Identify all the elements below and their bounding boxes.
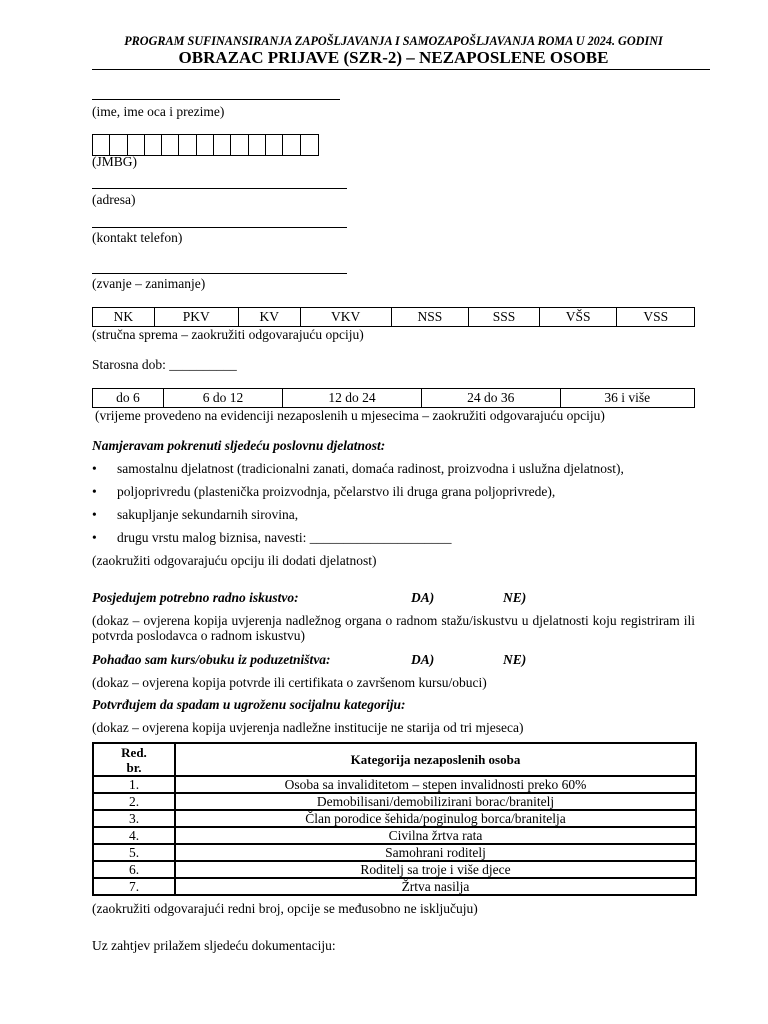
row-category: Član porodice šehida/poginulog borca/branitelja [175, 810, 696, 827]
column-header-category: Kategorija nezaposlenih osoba [175, 743, 696, 776]
jmbg-digit-box[interactable] [283, 135, 300, 155]
row-category: Demobilisani/demobilizirani borac/branitelj [175, 793, 696, 810]
column-header-number-line1: Red. [121, 744, 147, 760]
experience-label: Posjedujem potrebno radno iskustvo: [92, 590, 299, 605]
occupation-line[interactable] [92, 273, 347, 274]
education-option[interactable]: VKV [300, 308, 391, 327]
duration-note: (vrijeme provedeno na evidenciji nezaposlenih u mjesecima – zaokružiti odgovarajuću opciju) [95, 408, 605, 423]
jmbg-label: (JMBG) [92, 154, 138, 169]
table-header-row [93, 743, 696, 776]
row-category: Civilna žrtva rata [175, 827, 696, 844]
jmbg-digit-box[interactable] [214, 135, 231, 155]
business-heading: Namjeravam pokrenuti sljedeću poslovnu djelatnost: [92, 438, 386, 453]
phone-line[interactable] [92, 227, 347, 228]
jmbg-digit-box[interactable] [179, 135, 196, 155]
experience-note: (dokaz – ovjerena kopija uvjerenja nadležnog organa o radnom stažu/iskustvu u djelatnosti koju registriram ili potvrda poslodavca o radnom iskustvu) [92, 613, 695, 643]
duration-option[interactable]: 24 do 36 [421, 389, 560, 408]
bullet-icon: • [92, 530, 97, 545]
jmbg-digit-box[interactable] [93, 135, 110, 155]
social-category-table [92, 742, 697, 896]
education-options [92, 307, 695, 327]
column-header-number [93, 743, 175, 776]
row-category: Roditelj sa troje i više djece [175, 861, 696, 878]
jmbg-digit-box[interactable] [231, 135, 248, 155]
name-label: (ime, ime oca i prezime) [92, 104, 225, 119]
business-option[interactable] [0, 484, 768, 502]
age-label[interactable]: Starosna dob: __________ [92, 357, 237, 372]
business-option-text: drugu vrstu malog biznisa, navesti: _____________________ [117, 530, 452, 545]
row-category: Samohrani roditelj [175, 844, 696, 861]
row-number[interactable]: 4. [93, 827, 175, 844]
duration-option[interactable]: 6 do 12 [163, 389, 282, 408]
business-option-text: samostalnu djelatnost (tradicionalni zanati, domaća radinost, proizvodna i uslužna djelatnost), [117, 461, 624, 476]
jmbg-digit-box[interactable] [301, 135, 318, 155]
duration-option[interactable]: 36 i više [560, 389, 694, 408]
address-line[interactable] [92, 188, 347, 189]
name-line[interactable] [92, 99, 340, 100]
education-option[interactable]: VSS [617, 308, 695, 327]
program-subtitle: PROGRAM SUFINANSIRANJA ZAPOŠLJAVANJA I SAMOZAPOŠLJAVANJA ROMA U 2024. GODINI [124, 34, 663, 48]
row-category: Osoba sa invaliditetom – stepen invalidnosti preko 60% [175, 776, 696, 793]
jmbg-digit-box[interactable] [162, 135, 179, 155]
course-yes-option[interactable]: DA) [411, 652, 435, 667]
documentation-label: Uz zahtjev prilažem sljedeću dokumentaciju: [92, 938, 336, 953]
education-option[interactable]: NK [93, 308, 155, 327]
jmbg-digit-box[interactable] [197, 135, 214, 155]
jmbg-boxes[interactable] [92, 134, 319, 156]
table-row[interactable] [93, 844, 696, 861]
phone-label: (kontakt telefon) [92, 230, 183, 245]
row-category: Žrtva nasilja [175, 878, 696, 895]
education-option[interactable]: SSS [469, 308, 540, 327]
duration-option[interactable]: 12 do 24 [283, 389, 422, 408]
education-option[interactable]: NSS [391, 308, 469, 327]
course-note: (dokaz – ovjerena kopija potvrde ili certifikata o završenom kursu/obuci) [92, 675, 487, 690]
education-note: (stručna sprema – zaokružiti odgovarajuću opciju) [92, 327, 364, 342]
business-option[interactable] [0, 507, 768, 525]
course-label: Pohađao sam kurs/obuku iz poduzetništva: [92, 652, 331, 667]
table-row[interactable] [93, 793, 696, 810]
experience-no-option[interactable]: NE) [503, 590, 527, 605]
course-no-option[interactable]: NE) [503, 652, 527, 667]
row-number[interactable]: 7. [93, 878, 175, 895]
address-label: (adresa) [92, 192, 136, 207]
bullet-icon: • [92, 507, 97, 522]
column-header-number-line2: br. [126, 759, 142, 775]
table-row[interactable] [93, 878, 696, 895]
education-option[interactable]: VŠS [539, 308, 617, 327]
business-option[interactable] [0, 461, 768, 479]
duration-options [92, 388, 695, 408]
row-number[interactable]: 5. [93, 844, 175, 861]
row-number[interactable]: 6. [93, 861, 175, 878]
education-option[interactable]: PKV [154, 308, 238, 327]
table-row[interactable] [93, 776, 696, 793]
business-note: (zaokružiti odgovarajuću opciju ili dodati djelatnost) [92, 553, 377, 568]
jmbg-digit-box[interactable] [266, 135, 283, 155]
jmbg-digit-box[interactable] [128, 135, 145, 155]
duration-option[interactable]: do 6 [93, 389, 164, 408]
business-option-text: sakupljanje sekundarnih sirovina, [117, 507, 299, 522]
row-number[interactable]: 3. [93, 810, 175, 827]
bullet-icon: • [92, 484, 97, 499]
row-number[interactable]: 2. [93, 793, 175, 810]
table-row[interactable] [93, 827, 696, 844]
header-divider [92, 69, 710, 70]
business-option-text: poljoprivredu (plastenička proizvodnja, pčelarstvo ili druga grana poljoprivrede), [117, 484, 556, 499]
form-title: OBRAZAC PRIJAVE (SZR-2) – NEZAPOSLENE OSOBE [178, 48, 609, 67]
bullet-icon: • [92, 461, 97, 476]
social-note: (dokaz – ovjerena kopija uvjerenja nadležne institucije ne starija od tri mjeseca) [92, 720, 524, 735]
jmbg-digit-box[interactable] [249, 135, 266, 155]
social-label: Potvrđujem da spadam u ugroženu socijalnu kategoriju: [92, 697, 406, 712]
social-after-note: (zaokružiti odgovarajući redni broj, opcije se međusobno ne isključuju) [92, 901, 478, 916]
education-option[interactable]: KV [238, 308, 300, 327]
occupation-label: (zvanje – zanimanje) [92, 276, 206, 291]
experience-yes-option[interactable]: DA) [411, 590, 435, 605]
row-number[interactable]: 1. [93, 776, 175, 793]
jmbg-digit-box[interactable] [110, 135, 127, 155]
business-option[interactable] [0, 530, 768, 548]
jmbg-digit-box[interactable] [145, 135, 162, 155]
table-row[interactable] [93, 861, 696, 878]
table-row[interactable] [93, 810, 696, 827]
